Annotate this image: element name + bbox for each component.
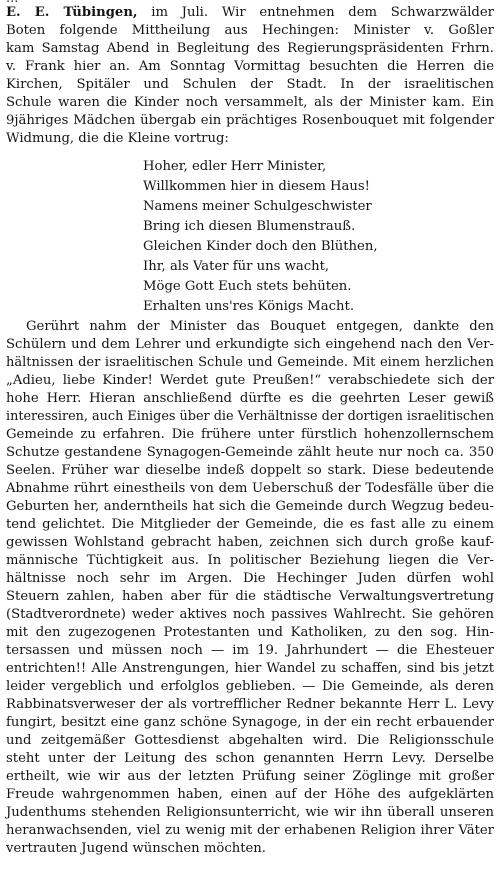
- text-line: kam Samstag Abend in Begleitung des Regierungspräsidenten Frhrn.: [6, 41, 494, 56]
- text-line: männische Tüchtigkeit aus. In politischer Beziehung liegen die Ver-: [6, 553, 494, 568]
- text-line: gewissen Wohlstand gebracht haben, zeichnen sich durch große kauf-: [6, 535, 494, 550]
- text-line: Gemeinde zu erfahren. Die frühere unter fürstlich hohenzollernschem: [6, 427, 494, 442]
- text-line: tersassen und müssen noch — im 19. Jahrhundert — die Ehesteuer: [6, 643, 494, 658]
- text-line: und zeitgemäßer Gottesdienst abgehalten wird. Die Religionsschule: [6, 733, 494, 748]
- dateline-line: [6, 4, 494, 22]
- text-line: steht unter der Leitung des schon genannten Herrn Levy. Derselbe: [6, 751, 494, 766]
- text-line: hältnisse noch sehr im Argen. Die Hechinger Juden dürfen wohl: [6, 571, 494, 586]
- text-line: Gerührt nahm der Minister das Bouquet entgegen, dankte den: [26, 319, 494, 334]
- intro-text: Wir entnehmen dem Schwarzwälder: [221, 5, 494, 20]
- text-line: vertrauten Jugend wünschen möchten.: [6, 841, 266, 856]
- dateline-date: im Juli.: [151, 5, 209, 20]
- text-line: v. Frank hier an. Am Sonntag Vormittag besuchten die Herren die: [6, 59, 494, 74]
- poem-line: Bring ich diesen Blumenstrauß.: [143, 219, 356, 234]
- dateline-place: E. E. Tübingen,: [6, 5, 138, 20]
- text-line: Rabbinatsverweser der als vortrefflicher Redner bekannte Herr L. Levy: [6, 697, 494, 712]
- poem-line: Ihr, als Vater für uns wacht,: [143, 259, 330, 274]
- text-line: „Adieu, liebe Kinder! Werdet gute Preußen!“ verabschiedete sich der: [6, 373, 494, 388]
- poem-line: Gleichen Kinder doch den Blüthen,: [143, 239, 378, 254]
- text-line: entrichten!! Alle Anstrengungen, hier Wandel zu schaffen, sind bis jetzt: [6, 661, 494, 676]
- text-line: Seelen. Früher war dieselbe indeß doppelt so stark. Diese bedeutende: [6, 463, 494, 478]
- text-line: Schülern und dem Lehrer und erkundigte sich eingehend nach den Ver-: [6, 337, 494, 352]
- text-line: 9jähriges Mädchen übergab ein prächtiges Rosenbouquet mit folgender: [6, 113, 494, 128]
- text-line: Abnahme rührt einestheils von dem Ueberschuß der Todesfälle über die: [6, 481, 494, 496]
- text-line: heranwachsenden, viel zu wenig mit der erhabenen Religion ihrer Väter: [6, 823, 494, 838]
- text-line: ertheilt, wie wir aus der letzten Prüfung seiner Zöglinge mit großer: [6, 769, 494, 784]
- text-line: hohe Herr. Hieran anschließend dürfte es die geehrten Leser gewiß: [6, 391, 494, 406]
- poem-line: Willkommen hier in diesem Haus!: [143, 179, 370, 194]
- text-line: interessiren, auch Einiges über die Verhältnisse der dortigen israelitischen: [6, 409, 495, 424]
- poem-line: Hoher, edler Herr Minister,: [143, 159, 327, 174]
- text-line: Judenthums stehenden Religionsunterricht, wie wir ihn überall unseren: [6, 805, 494, 820]
- poem-line: Möge Gott Euch stets behüten.: [143, 279, 352, 294]
- text-line: fungirt, besitzt eine ganz schöne Synagoge, in der ein recht erbauender: [6, 715, 494, 730]
- text-line: (Stadtverordnete) weder aktives noch passives Wahlrecht. Sie gehören: [6, 607, 494, 622]
- text-line: Geburten her, anderntheils hat sich die Gemeinde durch Wegzug bedeu-: [6, 499, 494, 514]
- text-line: leider vergeblich und erfolglos geblieben. — Die Gemeinde, als deren: [6, 679, 494, 694]
- text-line: Widmung, die die Kleine vortrug:: [6, 131, 229, 146]
- text-line: mit den zugezogenen Protestanten und Katholiken, zu den sog. Hin-: [6, 625, 494, 640]
- text-line: Schutze gestandene Synagogen-Gemeinde zählt heute nur noch ca. 350: [6, 445, 494, 460]
- text-line: Kirchen, Spitäler und Schulen der Stadt. In der israelitischen: [6, 77, 494, 92]
- text-line: Freude wahrgenommen haben, einen auf der Höhe des aufgeklärten: [6, 787, 494, 802]
- text-line: Schule waren die Kinder noch versammelt, als der Minister kam. Ein: [6, 95, 494, 110]
- text-line: Steuern zahlen, haben aber für die städtische Verwaltungsvertretung: [6, 589, 494, 604]
- poem-line: Namens meiner Schulgeschwister: [143, 199, 372, 214]
- text-line: hältnissen der israelitischen Schule und Gemeinde. Mit einem herzlichen: [6, 355, 494, 370]
- poem-line: Erhalten uns'res Königs Macht.: [143, 299, 355, 314]
- text-line: tend gelichtet. Die Mitglieder der Gemeinde, die es fast alle zu einem: [6, 517, 494, 532]
- text-line: Boten folgende Mittheilung aus Hechingen: Minister v. Goßler: [6, 23, 494, 38]
